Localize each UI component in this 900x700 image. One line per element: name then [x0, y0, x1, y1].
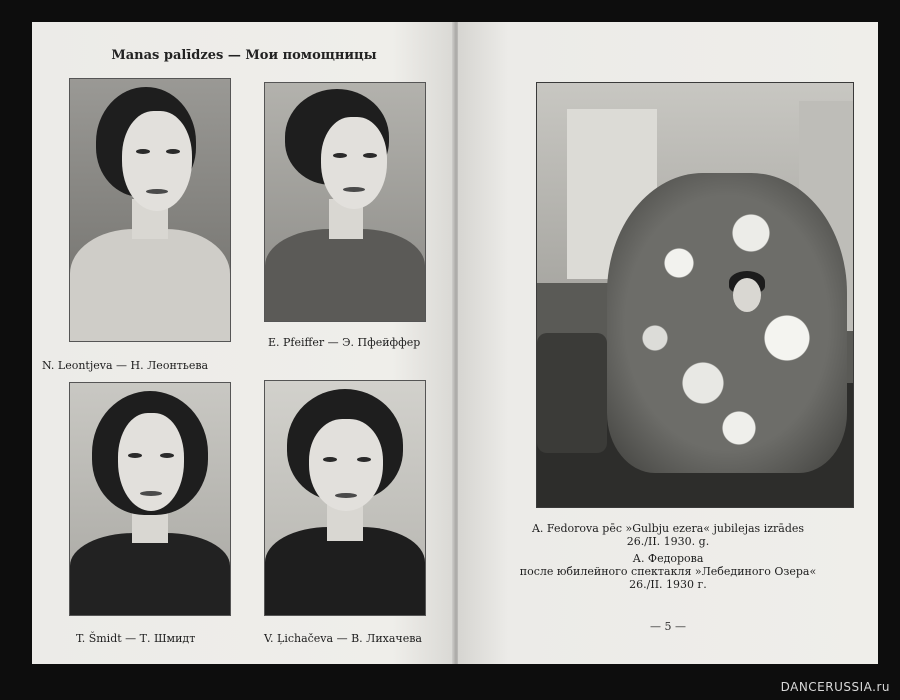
booklet-spread: [32, 22, 878, 664]
photo-caption-russian: [458, 552, 878, 591]
portrait-photo-leontjeva: [69, 78, 231, 342]
caption-line: А. Федорова: [632, 552, 704, 565]
portrait-caption: V. Ļichačeva — В. Лихачева: [264, 632, 422, 645]
left-page: [32, 22, 456, 664]
photo-caption-latvian: [458, 522, 878, 548]
jubilee-flowers-photo: [536, 82, 854, 508]
page-number: — 5 —: [650, 620, 686, 633]
caption-line: после юбилейного спектакля »Лебединого Озера«: [519, 565, 817, 578]
caption-line: 26./II. 1930 г.: [629, 578, 707, 591]
caption-line: 26./II. 1930. g.: [626, 535, 710, 548]
portrait-caption: T. Šmidt — Т. Шмидт: [76, 632, 196, 645]
portrait-caption: E. Pfeiffer — Э. Пфейффер: [268, 336, 421, 349]
portrait-photo-pfeiffer: [264, 82, 426, 322]
portrait-photo-lichaceva: [264, 380, 426, 616]
portrait-photo-smidt: [69, 382, 231, 616]
portrait-caption: N. Leontjeva — Н. Леонтьева: [42, 359, 209, 372]
page-title: Manas palīdzes — Мои помощницы: [111, 48, 377, 63]
caption-line: A. Fedorova pēc »Gulbju ezera« jubilejas izrādes: [531, 522, 805, 535]
watermark: DANCERUSSIA.ru: [780, 680, 890, 694]
